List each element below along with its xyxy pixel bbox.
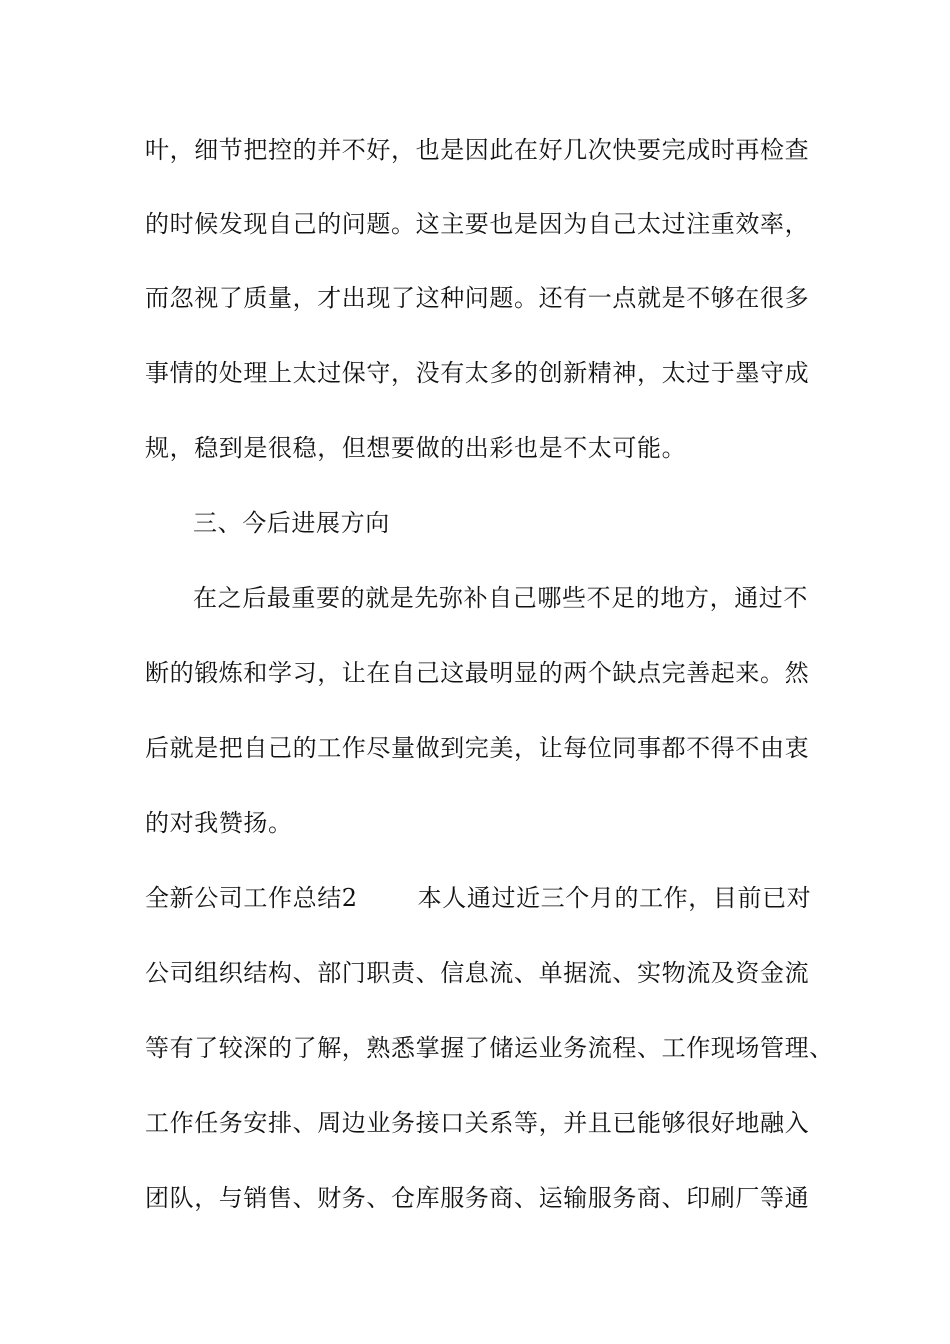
paragraph-line: 而忽视了质量，才出现了这种问题。还有一点就是不够在很多	[145, 284, 810, 312]
paragraph-line: 断的锻炼和学习，让在自己这最明显的两个缺点完善起来。然	[145, 659, 810, 687]
document-title: 全新公司工作总结2	[145, 884, 358, 912]
paragraph-line: 工作任务安排、周边业务接口关系等，并且已能够很好地融入	[145, 1109, 810, 1137]
paragraph-line: 本人通过近三个月的工作，目前已对	[417, 884, 812, 912]
paragraph-line: 的对我赞扬。	[145, 809, 293, 837]
paragraph-line: 事情的处理上太过保守，没有太多的创新精神，太过于墨守成	[145, 359, 810, 387]
paragraph-line: 公司组织结构、部门职责、信息流、单据流、实物流及资金流	[145, 959, 810, 987]
paragraph-line: 等有了较深的了解，熟悉掌握了储运业务流程、工作现场管理、	[145, 1034, 834, 1062]
paragraph-line: 团队，与销售、财务、仓库服务商、运输服务商、印刷厂等通	[145, 1184, 810, 1212]
summary-title-line	[145, 882, 811, 914]
paragraph-line: 叶，细节把控的并不好，也是因此在好几次快要完成时再检查	[145, 136, 810, 164]
paragraph-line: 在之后最重要的就是先弥补自己哪些不足的地方，通过不	[193, 584, 808, 612]
paragraph-line: 后就是把自己的工作尽量做到完美，让每位同事都不得不由衷	[145, 734, 810, 762]
paragraph-line: 规，稳到是很稳，但想要做的出彩也是不太可能。	[145, 434, 687, 462]
paragraph-line: 的时候发现自己的问题。这主要也是因为自己太过注重效率，	[145, 210, 810, 238]
section-heading: 三、今后进展方向	[193, 509, 390, 537]
